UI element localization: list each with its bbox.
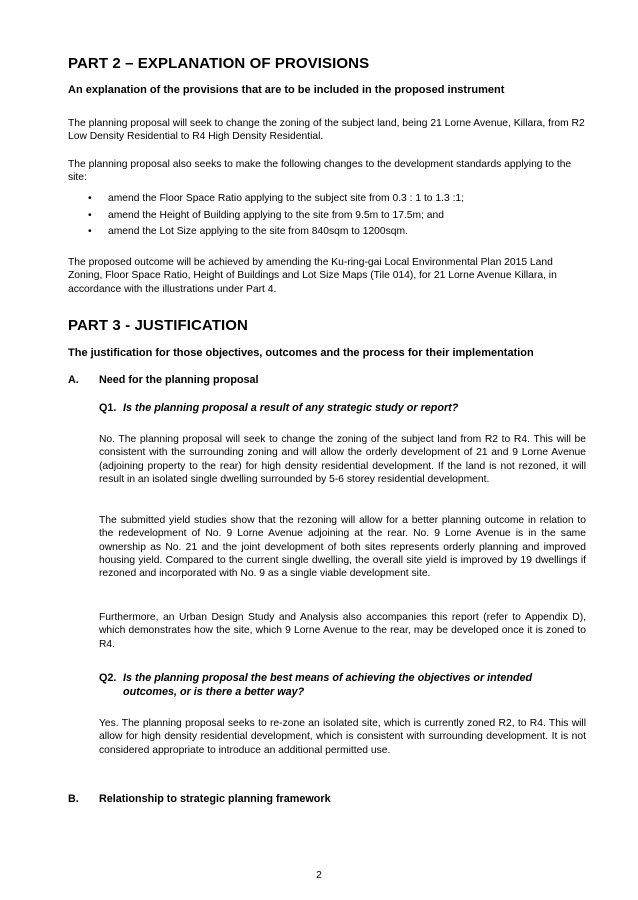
section-a-heading — [68, 374, 259, 386]
part2-paragraph-2: The planning proposal also seeks to make the following changes to the development standards applying to the site: — [68, 159, 572, 184]
section-b-heading — [68, 793, 331, 805]
question-q1 — [99, 401, 586, 415]
bullet-item-lot-size: • amend the Lot Size applying to the site from 840sqm to 1200sqm. — [68, 224, 586, 241]
section-b-title: Relationship to strategic planning framework — [99, 793, 331, 805]
question-q1-text: Is the planning proposal a result of any strategic study or report? — [123, 402, 459, 414]
q2-paragraph-1: Yes. The planning proposal seeks to re-zone an isolated site, which is currently zoned R2, to R4. This will allow for high density residential development, which is consistent with surrounding development. It is not considered appropriate to introduce an additional permitted use. — [99, 718, 586, 756]
section-a-letter: A. — [68, 374, 79, 386]
part2-heading: PART 2 – EXPLANATION OF PROVISIONS — [68, 55, 370, 72]
section-b-letter: B. — [68, 793, 79, 805]
question-q2-number: Q2. — [99, 672, 117, 684]
q1-paragraph-2: The submitted yield studies show that the rezoning will allow for a better planning outcome in relation to the redevelopment of No. 9 Lorne Avenue adjoining at the rear. No. 9 Lorne Avenue is in the same ownership as No. 21 and the joint development of both sites represents orderly planning and improved housing yield. Compared to the current single dwelling, the overall site yield is improved by 19 dwellings if rezoned and incorporated with No. 9 as a single viable development site. — [99, 515, 586, 580]
question-q1-number: Q1. — [99, 402, 117, 414]
question-q2 — [99, 671, 586, 699]
section-a-title: Need for the planning proposal — [99, 374, 259, 386]
part2-bullet-list — [68, 191, 586, 241]
part3-heading: PART 3 - JUSTIFICATION — [68, 317, 248, 334]
bullet-item-fsr: • amend the Floor Space Ratio applying to the subject site from 0.3 : 1 to 1.3 :1; — [68, 191, 586, 208]
bullet-item-height: • amend the Height of Building applying to the site from 9.5m to 17.5m; and — [68, 208, 586, 225]
part2-subheading: An explanation of the provisions that are to be included in the proposed instrument — [68, 84, 505, 96]
q1-paragraph-1: No. The planning proposal will seek to change the zoning of the subject land from R2 to R4. This will be consistent with the surrounding zoning and will allow the orderly development of 21 and 9 Lorne Avenue (adjoining property to the rear) for high density residential development. If the land is not rezoned, it will result in an isolated single dwelling surrounded by 5-6 storey residential development. — [99, 434, 586, 485]
q1-paragraph-3: Furthermore, an Urban Design Study and Analysis also accompanies this report (refer to Appendix D), which demonstrates how the site, which 9 Lorne Avenue to the rear, may be developed once it is zoned to R4. — [99, 612, 586, 650]
question-q2-text: Is the planning proposal the best means of achieving the objectives or intended outcomes, or is there a better way? — [123, 672, 533, 698]
part3-subheading: The justification for those objectives, outcomes and the process for their implementation — [68, 347, 534, 359]
part2-paragraph-1: The planning proposal will seek to change the zoning of the subject land, being 21 Lorne Avenue, Killara, from R2 Low Density Residential to R4 High Density Residential. — [68, 118, 585, 143]
page-number: 2 — [316, 870, 322, 881]
part2-paragraph-3: The proposed outcome will be achieved by amending the Ku-ring-gai Local Environmental Plan 2015 Land Zoning, Floor Space Ratio, Height of Buildings and Lot Size Maps (Tile 014), for 21 Lorne Avenue Killara, in accordance with the illustrations under Part 4. — [68, 257, 557, 295]
